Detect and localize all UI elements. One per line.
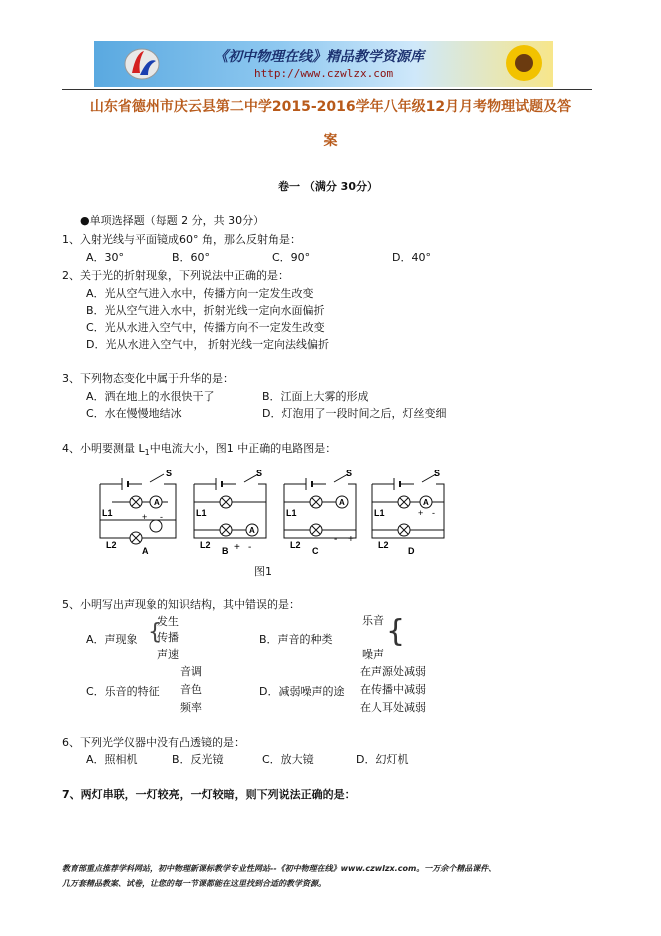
header-rule [62,89,592,90]
q2-stem: 2、关于光的折射现象，下列说法中正确的是： [62,269,289,282]
circuit-a-minus: - [160,512,163,522]
q5-a-brace: { [148,620,162,645]
circuit-b-meter: A [249,526,255,535]
q4-stem-sub: 1 [144,448,150,458]
q5-b-brace: { [386,614,406,649]
circuit-c-meter: A [339,498,345,507]
part-heading: ●单项选择题（每题 2 分，共 30分） [80,214,265,227]
circuit-d-l1: L1 [374,508,385,518]
q1-option-a: A．30° [86,251,125,264]
circuit-d-s-label: S [434,470,441,478]
circuit-c [284,470,356,556]
q5-d-item-2: 在传播中减弱 [360,683,426,696]
q1-option-b: B．60° [172,251,211,264]
q2-option-b: B．光从空气进入水中，折射光线一定向水面偏折 [86,304,325,317]
q1-option-c: C．90° [272,251,311,264]
q6-option-b: B．反光镜 [172,753,224,766]
circuit-b [194,470,266,556]
circuit-c-minus: - [334,534,338,545]
circuit-b-letter: B [222,546,229,556]
q7-stem: 7、两灯串联，一灯较亮，一灯较暗，则下列说法正确的是： [62,788,356,801]
sunflower-icon [494,41,553,87]
circuit-b-l1: L1 [196,508,207,518]
q1-option-d: D．40° [392,251,431,264]
q2-option-d: D．光从水进入空气中， 折射光线一定向法线偏折 [86,338,329,351]
doc-title-line1: 山东省德州市庆云县第二中学2015-2016学年八年级12月月考物理试题及答 [89,99,572,115]
circuit-a [100,470,176,556]
q5-d-item-1: 在声源处减弱 [360,665,426,678]
circuit-d-letter: D [408,546,415,556]
circuit-a-s-label: S [166,470,173,478]
q5-c-item-1: 音调 [180,665,202,678]
banner-url[interactable]: http://www.czwlzx.com [254,67,394,80]
footer-line2: 几万套精品教案、试卷，让您的每一节课都能在这里找到合适的教学资源。 [62,879,326,888]
circuit-c-s-label: S [346,470,353,478]
circuit-d-l2: L2 [378,540,389,550]
q3-option-a: A．洒在地上的水很快干了 [86,390,215,403]
q4-stem-post: 中电流大小，图1 中正确的电路图是： [149,442,337,455]
circuit-b-minus: - [248,542,252,553]
q5-d-label: D．减弱噪声的途 [259,685,345,698]
circuit-a-letter: A [142,546,149,556]
q6-stem: 6、下列光学仪器中没有凸透镜的是： [62,736,245,749]
q4-stem-pre: 4、小明要测量 L [62,442,145,455]
circuit-c-l2: L2 [290,540,301,550]
q6-option-c: C．放大镜 [262,753,314,766]
q5-b-item-2: 噪声 [362,648,384,661]
q5-b-item-1: 乐音 [362,614,384,627]
circuit-a-meter: A [154,498,160,507]
q5-c-label: C．乐音的特征 [86,685,160,698]
q3-option-d: D．灯泡用了一段时间之后，灯丝变细 [262,407,447,420]
circuit-d [372,470,444,556]
q4-circuit-figure [92,470,452,562]
circuit-a-l1: L1 [102,508,113,518]
circuit-c-letter: C [312,546,319,556]
q4-fig-caption: 图1 [254,565,272,578]
section-heading: 卷一 （满分 30分） [278,180,378,193]
q3-option-c: C．水在慢慢地结冰 [86,407,182,420]
q3-stem: 3、下列物态变化中属于升华的是： [62,372,234,385]
q6-option-d: D．幻灯机 [356,753,409,766]
q5-a-label: A．声现象 [86,633,138,646]
circuit-d-meter: A [423,498,429,507]
q2-option-c: C．光从水进入空气中，传播方向不一定发生改变 [86,321,325,334]
circuit-a-l2: L2 [106,540,117,550]
q1-stem: 1、入射光线与平面镜成60° 角，那么反射角是： [62,233,301,246]
q5-stem: 5、小明写出声现象的知识结构，其中错误的是： [62,598,300,611]
circuit-d-plus: + [418,508,424,518]
circuit-d-minus: - [432,508,435,518]
banner-title: 《初中物理在线》精品教学资源库 [214,49,424,65]
q5-c-item-3: 频率 [180,701,202,714]
q5-a-item-2: 传播 [157,631,179,644]
site-logo-icon [122,45,162,83]
header-banner [94,41,553,87]
q3-option-b: B．江面上大雾的形成 [262,390,369,403]
q5-b-label: B．声音的种类 [259,633,333,646]
circuit-b-s-label: S [256,470,263,478]
q5-a-item-3: 声速 [157,648,179,661]
q5-c-item-2: 音色 [180,683,202,696]
q4-stem [62,440,336,457]
circuit-a-plus: + [142,512,148,522]
q5-a-item-1: 发生 [157,615,179,628]
doc-title-line2: 案 [323,133,338,149]
q2-option-a: A．光从空气进入水中，传播方向一定发生改变 [86,287,314,300]
circuit-b-l2: L2 [200,540,211,550]
q6-option-a: A．照相机 [86,753,138,766]
circuit-c-plus: + [348,534,354,545]
circuit-c-l1: L1 [286,508,297,518]
circuit-b-plus: + [234,542,240,553]
footer-line1: 教育部重点推荐学科网站，初中物理新课标教学专业性网站--《初中物理在线》www.czwlzx.com。一万余个精品课件、 [62,864,497,873]
q5-d-item-3: 在人耳处减弱 [360,701,426,714]
